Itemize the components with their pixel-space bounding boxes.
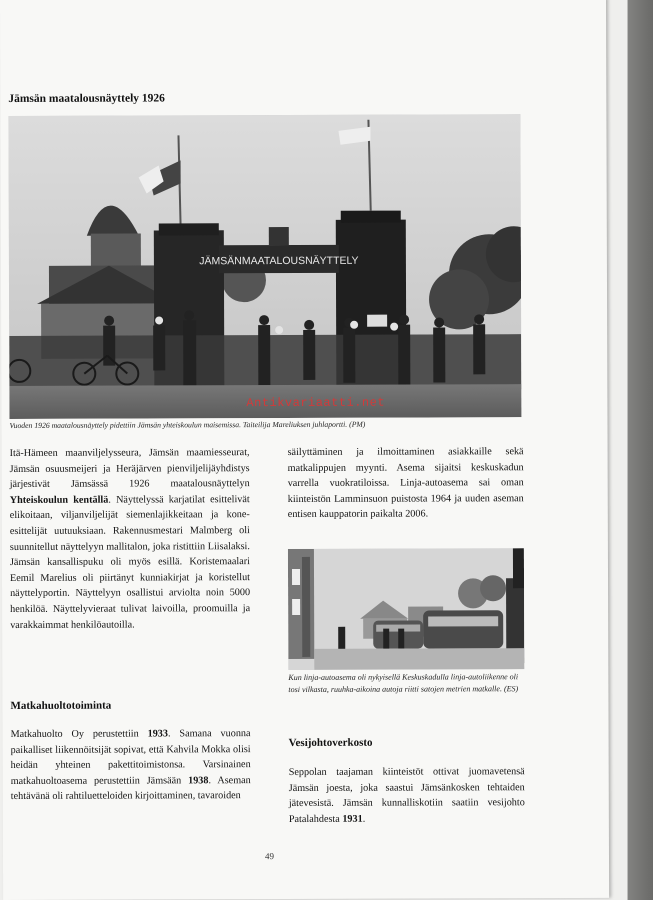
- bold-run: 1933: [147, 728, 168, 740]
- exhibition-gate-photo: [8, 114, 521, 419]
- photo2-caption: Kun linja-autoasema oli nykyisellä Keskuskadulla linja-autoliikenne oli tosi vilkasta, ruuhka-aikoina autoja riitti satojen metrien matkalle. (ES): [288, 672, 519, 694]
- bold-run: 1938: [188, 775, 209, 787]
- watermark-text: Antikvariaatti.net: [246, 395, 386, 411]
- text-run: säilyttäminen ja ilmoittaminen asiakkaille sekä matkalippujen myynti. Asema sijaitsi keskuskadun varrella vuokratiloissa. Linja-autoasema sai oman kiinteistön Lamminsuon puistosta 1964 ja uuden aseman entisen kauppatorin paikalta 2006.: [287, 446, 524, 521]
- paragraph-asema: [288, 444, 524, 523]
- text-run: Matkahuolto Oy perustettiin: [10, 728, 148, 740]
- text-run: Itä-Hämeen maanviljelysseura, Jämsän maamiesseurat, Jämsän osuusmeijeri ja Heräjärven pienviljelijäyhdistys järjestivät Jämsässä 1926 maatalousnäyttelyn: [9, 447, 250, 491]
- bold-run: 1931: [342, 813, 363, 825]
- page-number: 49: [264, 851, 275, 862]
- subheading-matkahuolto: Matkahuoltotoiminta: [10, 699, 112, 712]
- paragraph-matkahuolto: [11, 726, 251, 805]
- text-run: . Näyttelyssä karjatilat esittelivät elikoitaan, viljanviljelijät siemenlajikkeitaan ja kone-esittelijät uutuuksiaan. Rakennusmestari Malmberg oli suunnitellut näyttelyyn mallitalon, joka ristittiin Liisalaksi. Jämsän kansallispuku oli myös esillä. Koristemaalari Eemil Marelius oli piirtänyt kunniakirjat ja koristellut näyttelyportin. Näyttelyyn osallistui arviolta noin 5000 henkilöä. Näyttelyvieraat tulivat laivoilla, proomuilla ja varakkaimmat henkilöautoilla.: [9, 493, 251, 631]
- photo1-caption: Vuoden 1926 maatalousnäyttely pidettiin Jämsän yhteiskoulun maisemissa. Taiteilija Mareliuksen juhlaportti. (PM): [9, 419, 366, 430]
- section-heading: Jämsän maatalousnäyttely 1926: [8, 92, 165, 105]
- paragraph-maatalousnayttely: [10, 445, 251, 633]
- body-column-left-2: [11, 726, 251, 805]
- body-column-right-1: [288, 444, 524, 523]
- body-column-left-1: [10, 445, 251, 633]
- bus-station-illustration: [288, 548, 524, 670]
- text-run: Seppolan taajaman kiinteistöt ottivat juomavetensä Jämsän joesta, joka saastui Jämsänkosken tehtaiden jätevesistä. Jämsän kunnalliskotiin saatiin vesijohto Patalahdesta: [288, 766, 525, 825]
- bus-station-photo: [288, 548, 524, 670]
- gate-banner-text: JÄMSÄNMAATALOUSNÄYTTELY: [199, 254, 359, 268]
- body-column-right-2: [289, 764, 525, 827]
- text-run: .: [362, 813, 366, 825]
- text-run: . Samana vuonna paikalliset liikennöitsijät sopivat, että Kahvila Mokka olisi heidän yhteinen pakettitoimistonsa. Varsinainen matkahuoltoasema perustettiin Jämsään: [10, 728, 251, 787]
- subheading-vesijohto: Vesijohtoverkosto: [288, 736, 373, 749]
- text-run: . Aseman tehtävänä oli rahtiluetteloiden kirjoittaminen, tavaroiden: [10, 774, 251, 803]
- bold-run: Yhteiskoulun kentällä: [9, 494, 109, 506]
- paragraph-vesijohto: [289, 764, 525, 827]
- exhibition-gate-illustration: [8, 114, 521, 419]
